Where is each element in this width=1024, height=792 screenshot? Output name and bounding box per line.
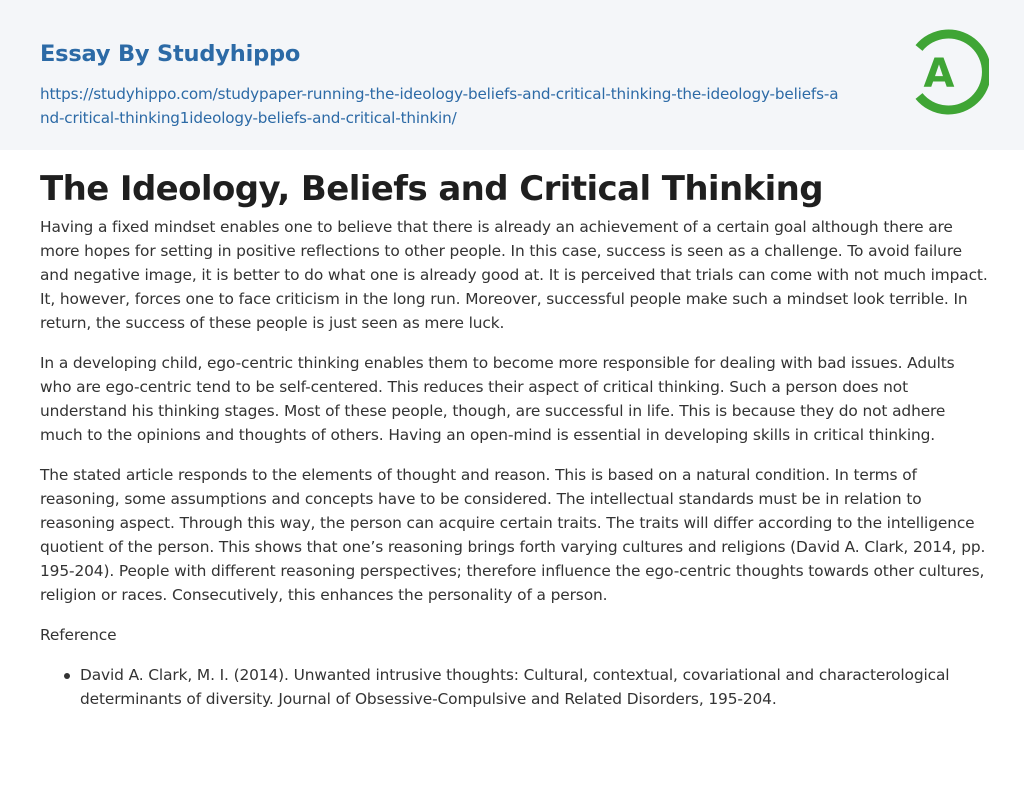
site-brand[interactable]: Essay By Studyhippo (40, 41, 301, 67)
reference-list (40, 663, 990, 711)
logo-icon[interactable] (905, 28, 989, 116)
logo-letter: A (923, 51, 955, 97)
page-header (0, 0, 1024, 150)
essay-paragraph: In a developing child, ego-centric thinking enables them to become more responsible for dealing with bad issues. Adults who are ego-centric tend to be self-centered. This reduces their aspect of critical thinking. Such a person does not understand his thinking stages. Most of these people, though, are successful in life. This is because they do not adhere much to the opinions and thoughts of others. Having an open-mind is essential in developing skills in critical thinking. (40, 354, 955, 444)
reference-item: David A. Clark, M. I. (2014). Unwanted intrusive thoughts: Cultural, contextual, covariational and characterological determinants of diversity. Journal of Obsessive-Compulsive and Related Disorders, 195-204. (80, 663, 990, 711)
essay-title: The Ideology, Beliefs and Critical Thinking (40, 169, 823, 209)
reference-heading: Reference (40, 626, 117, 644)
essay-paragraph: The stated article responds to the elements of thought and reason. This is based on a natural condition. In terms of reasoning, some assumptions and concepts have to be considered. The intellectual standards must be in relation to reasoning aspect. Through this way, the person can acquire certain traits. The traits will differ according to the intelligence quotient of the person. This shows that one’s reasoning brings forth varying cultures and religions (David A. Clark, 2014, pp. 195-204). People with different reasoning perspectives; therefore influence the ego-centric thoughts towards other cultures, religion or races. Consecutively, this enhances the personality of a person. (40, 466, 986, 604)
essay-content (40, 165, 990, 711)
source-url-link[interactable]: https://studyhippo.com/studypaper-running-the-ideology-beliefs-and-critical-thinking-the-ideology-beliefs-and-critical-thinking1ideology-beliefs-and-critical-thinkin/ (40, 85, 839, 127)
essay-paragraph: Having a fixed mindset enables one to believe that there is already an achievement of a certain goal although there are more hopes for setting in positive reflections to other people. In this case, success is seen as a challenge. To avoid failure and negative image, it is better to do what one is already good at. It is perceived that trials can come with not much impact. It, however, forces one to face criticism in the long run. Moreover, successful people make such a mindset look terrible. In return, the success of these people is just seen as mere luck. (40, 218, 988, 332)
